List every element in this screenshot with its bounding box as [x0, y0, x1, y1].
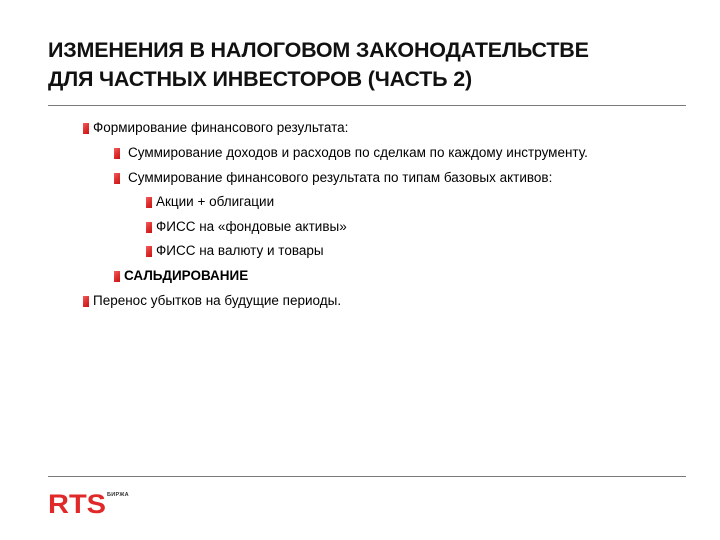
slide-title [48, 36, 688, 94]
title-divider [48, 105, 686, 106]
bullet-text: Акции + облигации [156, 194, 275, 209]
bullet-item-7 [114, 268, 248, 284]
bullet-icon [83, 123, 89, 134]
bullet-icon [83, 296, 89, 307]
bullet-icon [114, 148, 120, 159]
rts-logo [48, 491, 108, 515]
logo-subtext: БИРЖА [107, 492, 129, 498]
bullet-item-5 [146, 219, 347, 235]
rts-logo-text: RTS [48, 491, 106, 515]
bullet-item-1 [83, 120, 348, 136]
bullet-icon [146, 222, 152, 233]
bullet-item-4 [146, 194, 274, 210]
bullet-icon [114, 271, 120, 282]
bullet-item-2 [114, 145, 588, 161]
bullet-text: ФИСС на «фондовые активы» [156, 219, 347, 234]
bullet-text: Формирование финансового результата: [93, 120, 349, 135]
bullet-icon [114, 173, 120, 184]
slide-title-line-1: ИЗМЕНЕНИЯ В НАЛОГОВОМ ЗАКОНОДАТЕЛЬСТВЕ [48, 38, 589, 62]
bullet-text: Перенос убытков на будущие периоды. [93, 293, 342, 308]
bullet-item-3 [114, 170, 552, 186]
slide-title-line-2: ДЛЯ ЧАСТНЫХ ИНВЕСТОРОВ (ЧАСТЬ 2) [48, 67, 472, 91]
bullet-icon [146, 246, 152, 257]
bullet-item-6 [146, 243, 324, 259]
bullet-text: ФИСС на валюту и товары [156, 243, 324, 258]
footer-divider [48, 476, 686, 477]
bullet-text: Суммирование финансового результата по типам базовых активов: [128, 170, 553, 185]
bullet-item-8 [83, 293, 341, 309]
bullet-text: Суммирование доходов и расходов по сделкам по каждому инструменту. [128, 145, 588, 160]
bullet-icon [146, 197, 152, 208]
bullet-text: САЛЬДИРОВАНИЕ [124, 268, 249, 283]
